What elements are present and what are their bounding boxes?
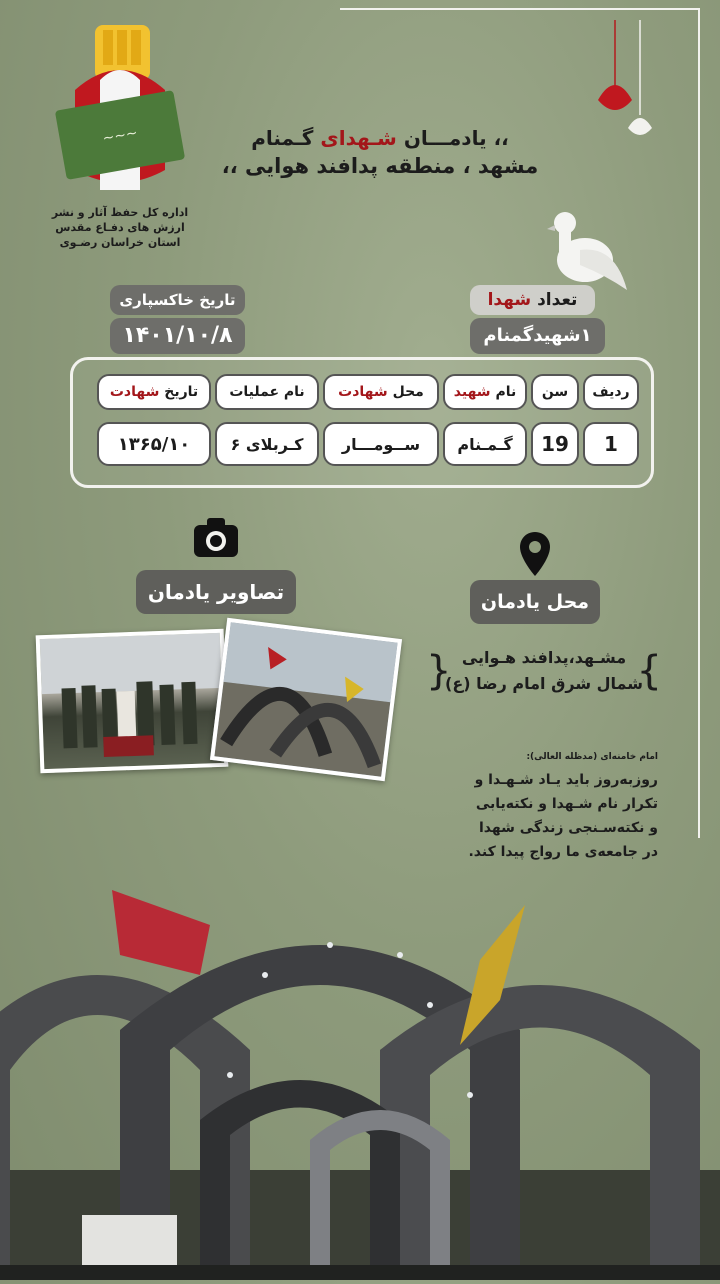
leader-quote [398, 752, 658, 864]
cell-place: ســومـــار [323, 422, 439, 466]
org-name [30, 205, 210, 250]
quote-line-1: روزبه‌روز باید یـاد شـهـدا و [474, 772, 658, 788]
martyr-count-value: ۱شهیدگمنام [470, 318, 605, 354]
header-date-a: تاریخ [164, 384, 199, 400]
map-pin-icon [518, 530, 552, 578]
header-place-red: شهادت [338, 384, 388, 400]
count-label-a: تعداد [537, 290, 578, 310]
header-name [443, 374, 527, 410]
martyr-count-label [470, 285, 595, 315]
cell-age: 19 [531, 422, 579, 466]
title-line2-text: مشهد ، منطقه پدافند هوایی [245, 154, 539, 178]
burial-date-label: تاریخ خاکسپاری [110, 285, 245, 315]
quote-line-2: تکرار نام شـهدا و نکته‌یابی [475, 796, 658, 812]
org-line-3: استان خراسان رضـوی [59, 236, 181, 249]
svg-text:~~~: ~~~ [101, 125, 139, 147]
memorial-photo-2 [210, 618, 402, 781]
frame-right-line [698, 8, 700, 838]
location-address [426, 645, 662, 697]
quote-line-3: و نکته‌سـنجی زندگی شهدا [478, 820, 658, 836]
location-line-2: شمال شرق امام رضا (ع) [445, 674, 643, 693]
frame-top-line [340, 8, 700, 10]
title-line-1 [210, 126, 550, 150]
header-operation: نام عملیات [215, 374, 319, 410]
title-line-2 [210, 154, 550, 178]
burial-date-value: ۱۴۰۱/۱۰/۸ [110, 318, 245, 354]
dove-icon [545, 205, 630, 295]
brace-left: { [426, 648, 452, 694]
org-line-1: اداره کل حفظ آثار و نشر [51, 206, 189, 219]
page-title [210, 126, 550, 178]
location-label: محل یادمان [470, 580, 600, 624]
photos-label: تصاویر یادمان [136, 570, 296, 614]
header-place [323, 374, 439, 410]
tulip-ornament [590, 20, 660, 150]
count-label-red: شهدا [487, 290, 532, 310]
header-row-number: ردیف [583, 374, 639, 410]
logo-emblem [55, 20, 185, 200]
info-table [70, 357, 654, 488]
cell-row-number: 1 [583, 422, 639, 466]
title-quote-open: ،، [493, 126, 509, 150]
header-name-a: نام [495, 384, 517, 400]
memorial-photo-1 [36, 629, 229, 773]
camera-icon [192, 515, 240, 559]
memorial-structure-image [0, 880, 720, 1280]
header-age: سن [531, 374, 579, 410]
quote-line-4: در جامعه‌ی ما رواج پیدا کند. [468, 844, 658, 860]
title-quote-close: ،، [221, 154, 238, 178]
quote-author: امام خامنه‌ای (مدظله العالی): [526, 752, 658, 762]
header-place-a: محل [392, 384, 424, 400]
title-part1-red: شـهدای [320, 126, 397, 150]
cell-operation: کـربلای ۶ [215, 422, 319, 466]
org-line-2: ارزش های دفـاع مقدس [55, 221, 185, 234]
title-part1: یادمـــان [403, 126, 487, 150]
title-part1-end: گـمنام [251, 126, 314, 150]
header-date [97, 374, 211, 410]
location-line-1: مشـهد،پدافند هـوایی [461, 648, 627, 667]
header-name-red: شهید [453, 384, 491, 400]
cell-name: گـمـنام [443, 422, 527, 466]
cell-date: ۱۳۶۵/۱۰ [97, 422, 211, 466]
header-date-red: شهادت [109, 384, 160, 400]
brace-right: } [636, 648, 662, 694]
